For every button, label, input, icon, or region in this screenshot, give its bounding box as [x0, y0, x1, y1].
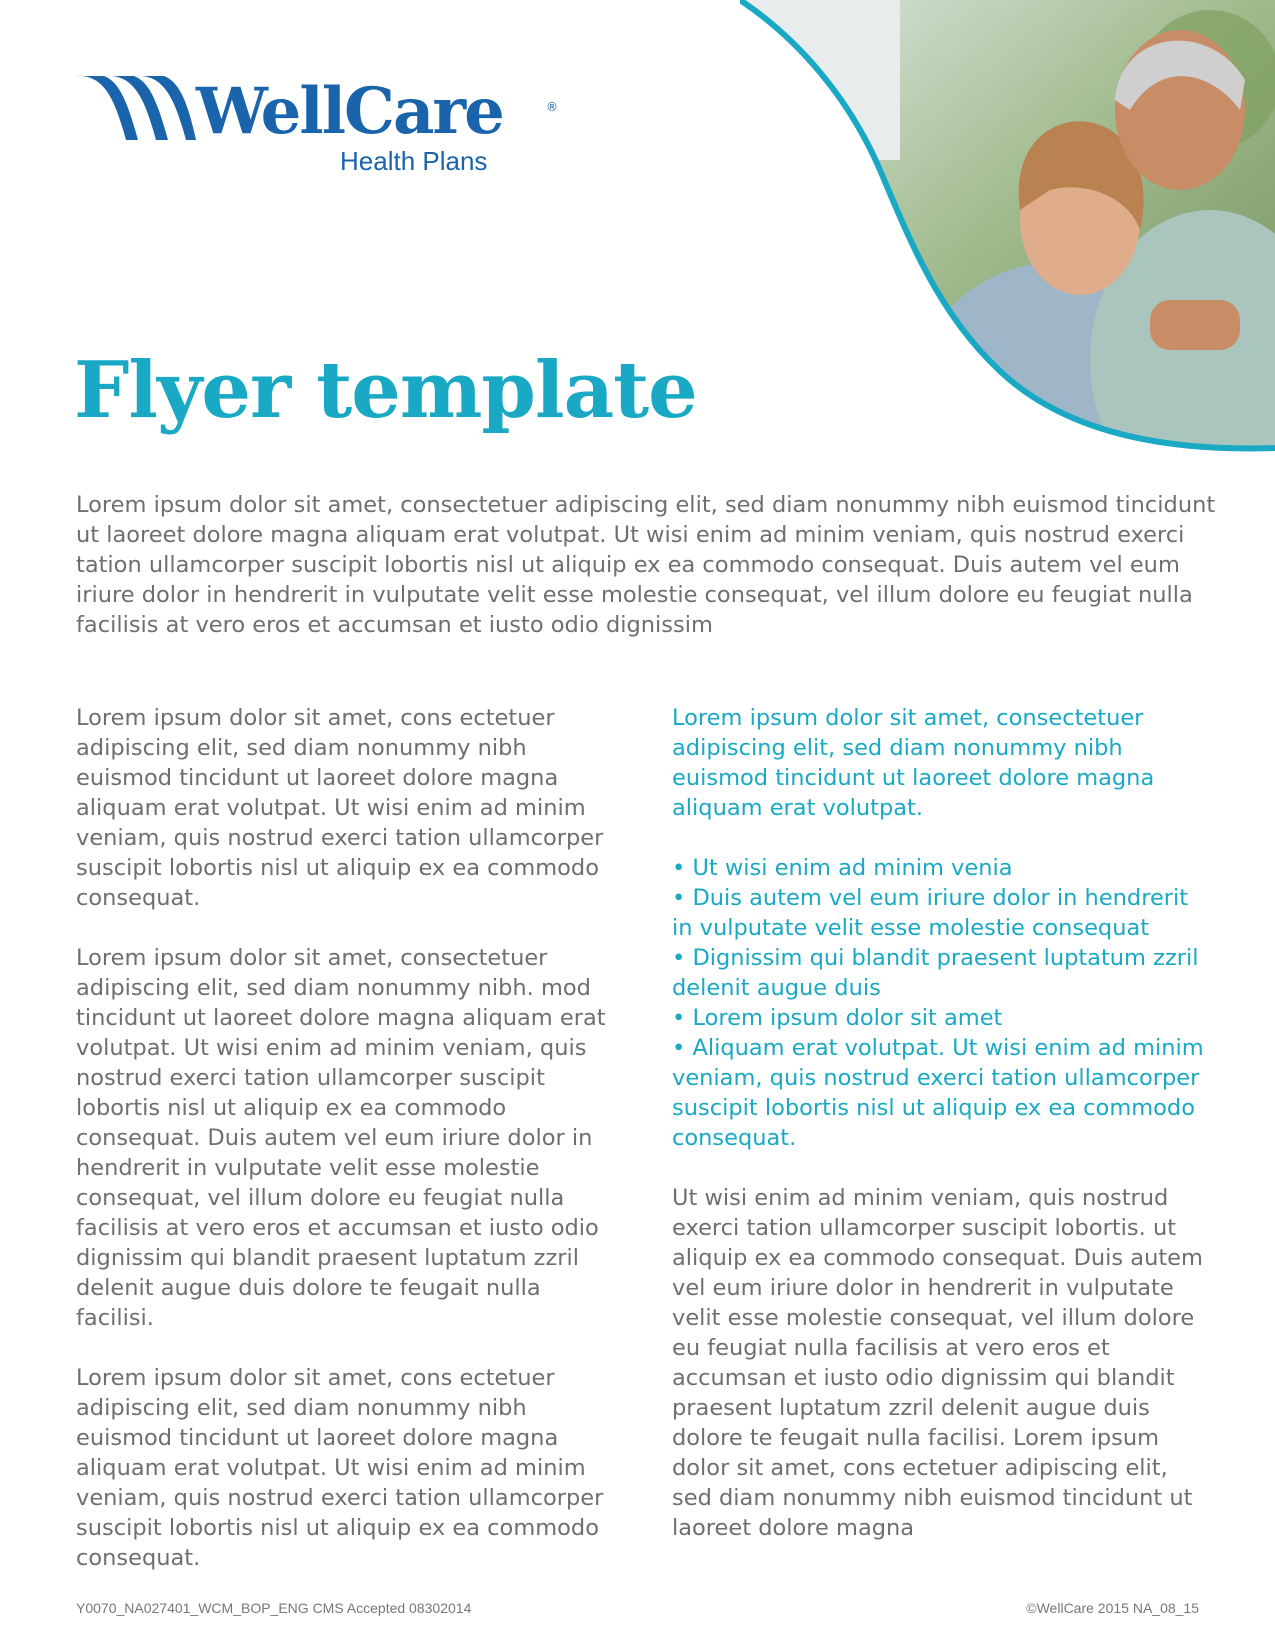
list-item: • Duis autem vel eum iriure dolor in hendrerit in vulputate velit esse molestie consequat	[672, 883, 1212, 943]
footer-copyright: ©WellCare 2015 NA_08_15	[1026, 1600, 1199, 1616]
left-paragraph-3: Lorem ipsum dolor sit amet, cons ectetuer adipiscing elit, sed diam nonummy nibh euismod tincidunt ut laoreet dolore magna aliquam erat volutpat. Ut wisi enim ad minim veniam, quis nostrud exerci tation ullamcorper suscipit lobortis nisl ut aliquip ex ea commodo consequat.	[76, 1365, 604, 1571]
left-paragraph-1: Lorem ipsum dolor sit amet, cons ectetuer adipiscing elit, sed diam nonummy nibh euismod tincidunt ut laoreet dolore magna aliquam erat volutpat. Ut wisi enim ad minim veniam, quis nostrud exerci tation ullamcorper suscipit lobortis nisl ut aliquip ex ea commodo consequat.	[76, 705, 604, 911]
wellcare-logo	[76, 72, 558, 182]
list-item: • Ut wisi enim ad minim venia	[672, 853, 1212, 883]
right-body-paragraph: Ut wisi enim ad minim veniam, quis nostrud exerci tation ullamcorper suscipit lobortis. ut aliquip ex ea commodo consequat. Duis autem vel eum iriure dolor in hendrerit in vulputate velit esse molestie consequat, vel illum dolore eu feugiat nulla facilisis at vero eros et accumsan et iusto odio dignissim qui blandit praesent luptatum zzril delenit augue duis dolore te feugait nulla facilisi. Lorem ipsum dolor sit amet, cons ectetuer adipiscing elit, sed diam nonummy nibh euismod tincidunt ut laoreet dolore magna	[672, 1185, 1203, 1541]
hero-photo	[740, 0, 1275, 460]
right-column	[672, 703, 1212, 1573]
footer-compliance-code: Y0070_NA027401_WCM_BOP_ENG CMS Accepted 08302014	[76, 1600, 472, 1616]
page-title: Flyer template	[74, 345, 697, 436]
list-item: • Aliquam erat volutpat. Ut wisi enim ad minim veniam, quis nostrud exerci tation ullamcorper suscipit lobortis nisl ut aliquip ex ea commodo consequat.	[672, 1033, 1212, 1153]
right-lead-paragraph: Lorem ipsum dolor sit amet, consectetuer adipiscing elit, sed diam nonummy nibh euismod tincidunt ut laoreet dolore magna aliquam erat volutpat.	[672, 705, 1155, 821]
registered-mark: ®	[546, 100, 558, 114]
couple-photo-illustration	[740, 0, 1275, 460]
logo-subtitle: Health Plans	[340, 146, 488, 176]
wellcare-wave-icon	[76, 74, 196, 144]
logo-brand-name: WellCare	[196, 74, 503, 149]
list-item: • Lorem ipsum dolor sit amet	[672, 1003, 1212, 1033]
list-item: • Dignissim qui blandit praesent luptatum zzril delenit augue duis	[672, 943, 1212, 1003]
bullet-list	[672, 853, 1212, 1153]
left-column	[76, 703, 616, 1603]
intro-paragraph: Lorem ipsum dolor sit amet, consectetuer adipiscing elit, sed diam nonummy nibh euismod tincidunt ut laoreet dolore magna aliquam erat volutpat. Ut wisi enim ad minim veniam, quis nostrud exerci tation ullamcorper suscipit lobortis nisl ut aliquip ex ea commodo consequat. Duis autem vel eum iriure dolor in hendrerit in vulputate velit esse molestie consequat, vel illum dolore eu feugiat nulla facilisis at vero eros et accumsan et iusto odio dignissim	[76, 492, 1216, 638]
left-paragraph-2: Lorem ipsum dolor sit amet, consectetuer adipiscing elit, sed diam nonummy nibh. mod tincidunt ut laoreet dolore magna aliquam erat volutpat. Ut wisi enim ad minim veniam, quis nostrud exerci tation ullamcorper suscipit lobortis nisl ut aliquip ex ea commodo consequat. Duis autem vel eum iriure dolor in hendrerit in vulputate velit esse molestie consequat, vel illum dolore eu feugiat nulla facilisis at vero eros et accumsan et iusto odio dignissim qui blandit praesent luptatum zzril delenit augue duis dolore te feugait nulla facilisi.	[76, 945, 606, 1331]
